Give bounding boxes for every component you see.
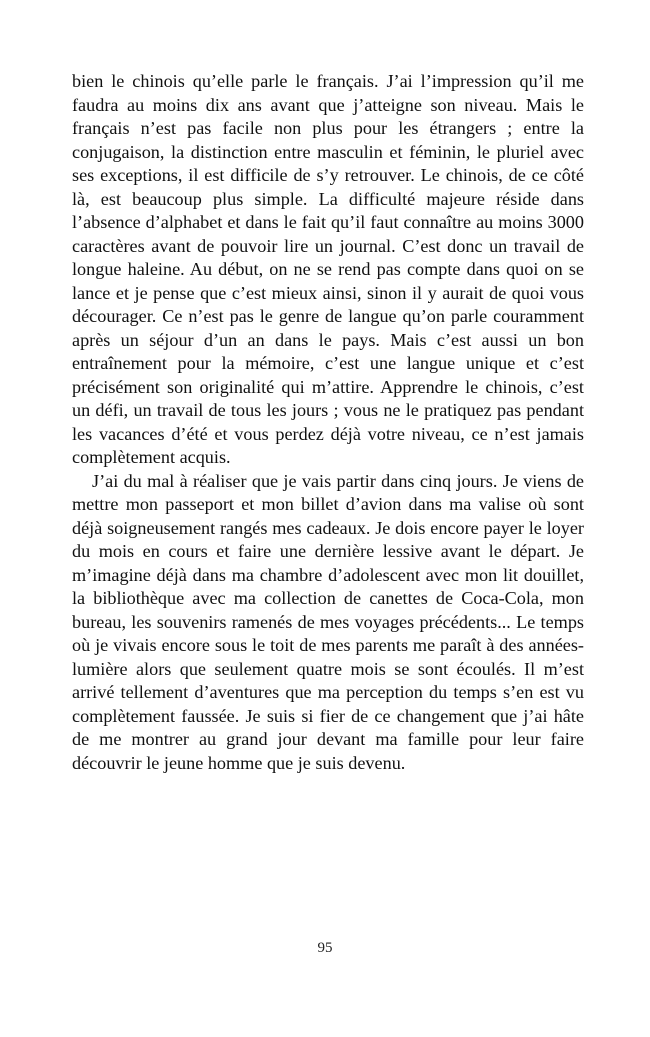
- paragraph: J’ai du mal à réaliser que je vais partir dans cinq jours. Je viens de mettre mon passeport et mon billet d’avion dans ma valise où sont déjà soigneusement rangés mes cadeaux. Je dois encore payer le loyer du mois en cours et faire une dernière lessive avant le départ. Je m’imagine déjà dans ma chambre d’adolescent avec mon lit douillet, la bibliothèque avec ma collection de canettes de Coca-Cola, mon bureau, les souvenirs ramenés de mes voyages précédents... Le temps où je vivais encore sous le toit de mes parents me paraît à des années-lumière alors que seulement quatre mois se sont écoulés. Il m’est arrivé tellement d’aventures que ma perception du temps s’en est vu complètement faussée. Je suis si fier de ce changement que j’ai hâte de me montrer au grand jour devant ma famille pour leur faire découvrir le jeune homme que je suis devenu.: [72, 470, 584, 773]
- paragraph-continuation: bien le chinois qu’elle parle le français. J’ai l’impression qu’il me faudra au moins dix ans avant que j’atteigne son niveau. Mais le français n’est pas facile non plus pour les étrangers ; entre la conjugaison, la distinction entre masculin et féminin, le pluriel avec ses exceptions, il est difficile de s’y retrouver. Le chinois, de ce côté là, est beaucoup plus simple. La difficulté majeure réside dans l’absence d’alphabet et dans le fait qu’il faut connaître au moins 3000 caractères avant de pouvoir lire un journal. C’est donc un travail de longue haleine. Au début, on ne se rend pas compte dans quoi on se lance et je pense que c’est mieux ainsi, sinon il y aurait de quoi vous décourager. Ce n’est pas le genre de langue qu’on parle couramment après un séjour d’un an dans le pays. Mais c’est aussi un bon entraînement pour la mémoire, c’est une langue unique et c’est précisément son originalité qui m’attire. Apprendre le chinois, c’est un défi, un travail de tous les jours ; vous ne le pratiquez pas pendant les vacances d’été et vous perdez déjà votre niveau, ce n’est jamais complètement acquis.: [72, 71, 584, 467]
- page-number: 95: [317, 940, 333, 956]
- body-text: [72, 70, 584, 775]
